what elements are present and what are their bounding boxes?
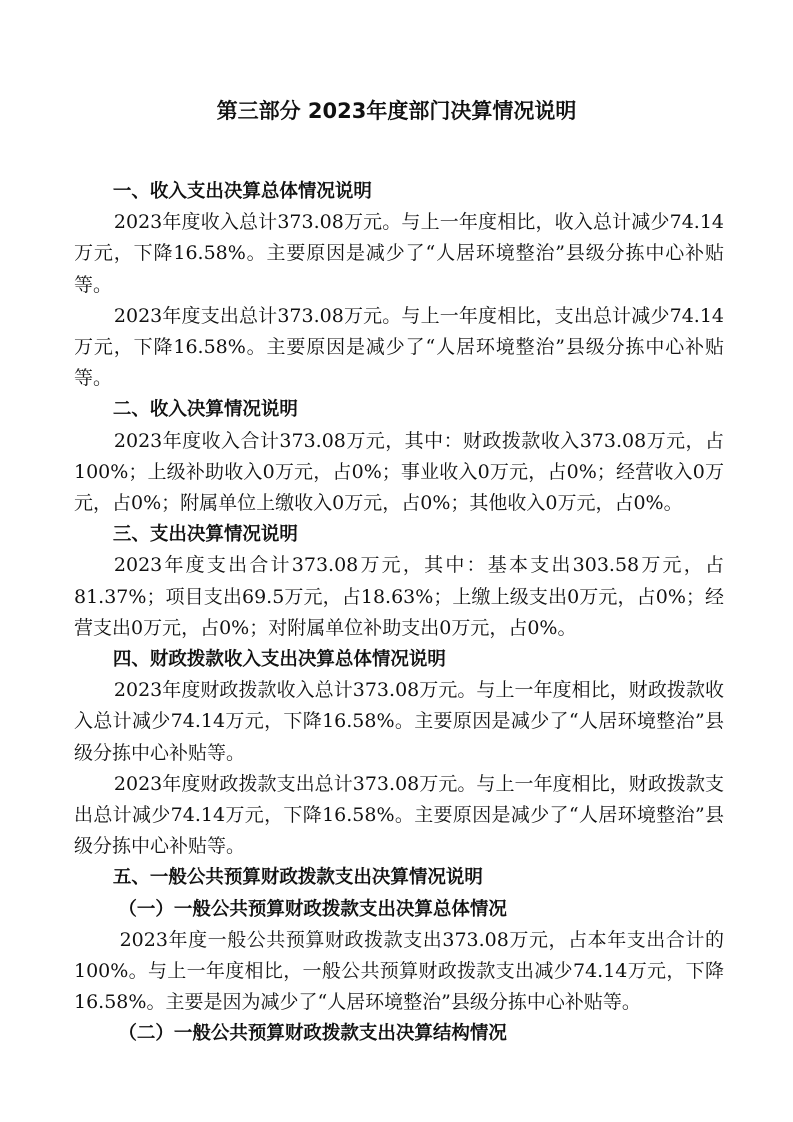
- section-3-paragraph-1: 2023年度支出合计373.08万元，其中：基本支出303.58万元，占81.37%；项目支出69.5万元，占18.63%；上缴上级支出0万元，占0%；经营支出0万元，占0%；对附属单位补助支出0万元，占0%。: [74, 554, 724, 639]
- subsection-heading-5-2: （二）一般公共预算财政拨款支出决算结构情况: [118, 1023, 507, 1045]
- section-heading-4: 四、财政拨款收入支出决算总体情况说明: [112, 649, 446, 671]
- section-heading-3: 三、支出决算情况说明: [112, 524, 298, 546]
- section-4-paragraph-2: 2023年度财政拨款支出总计373.08万元。与上一年度相比，财政拨款支出总计减少74.14万元，下降16.58%。主要原因是减少了“人居环境整治”县级分拣中心补贴等。: [74, 772, 724, 858]
- page-title: 第三部分 2023年度部门决算情况说明: [216, 99, 577, 123]
- subsection-heading-5-1: （一）一般公共预算财政拨款支出决算总体情况: [118, 898, 507, 920]
- section-4-paragraph-1: 2023年度财政拨款收入总计373.08万元。与上一年度相比，财政拨款收入总计减少74.14万元，下降16.58%。主要原因是减少了“人居环境整治”县级分拣中心补贴等。: [74, 679, 724, 764]
- section-heading-2: 二、收入决算情况说明: [112, 399, 298, 421]
- subsection-5-1-paragraph: 2023年度一般公共预算财政拨款支出373.08万元，占本年支出合计的100%。与上一年度相比，一般公共预算财政拨款支出减少74.14万元，下降16.58%。主要是因为减少了“人居环境整治”县级分拣中心补贴等。: [74, 928, 724, 1014]
- section-1-paragraph-2: 2023年度支出总计373.08万元。与上一年度相比，支出总计减少74.14万元，下降16.58%。主要原因是减少了“人居环境整治”县级分拣中心补贴等。: [74, 304, 724, 390]
- section-heading-5: 五、一般公共预算财政拨款支出决算情况说明: [112, 867, 483, 889]
- section-1-paragraph-1: 2023年度收入总计373.08万元。与上一年度相比，收入总计减少74.14万元，下降16.58%。主要原因是减少了“人居环境整治”县级分拣中心补贴等。: [74, 211, 724, 296]
- section-2-paragraph-1: 2023年度收入合计373.08万元，其中：财政拨款收入373.08万元，占100%；上级补助收入0万元，占0%；事业收入0万元，占0%；经营收入0万元，占0%；附属单位上缴收入0万元，占0%；其他收入0万元，占0%。: [74, 429, 724, 515]
- section-heading-1: 一、收入支出决算总体情况说明: [112, 181, 372, 202]
- document-body: [74, 176, 724, 1050]
